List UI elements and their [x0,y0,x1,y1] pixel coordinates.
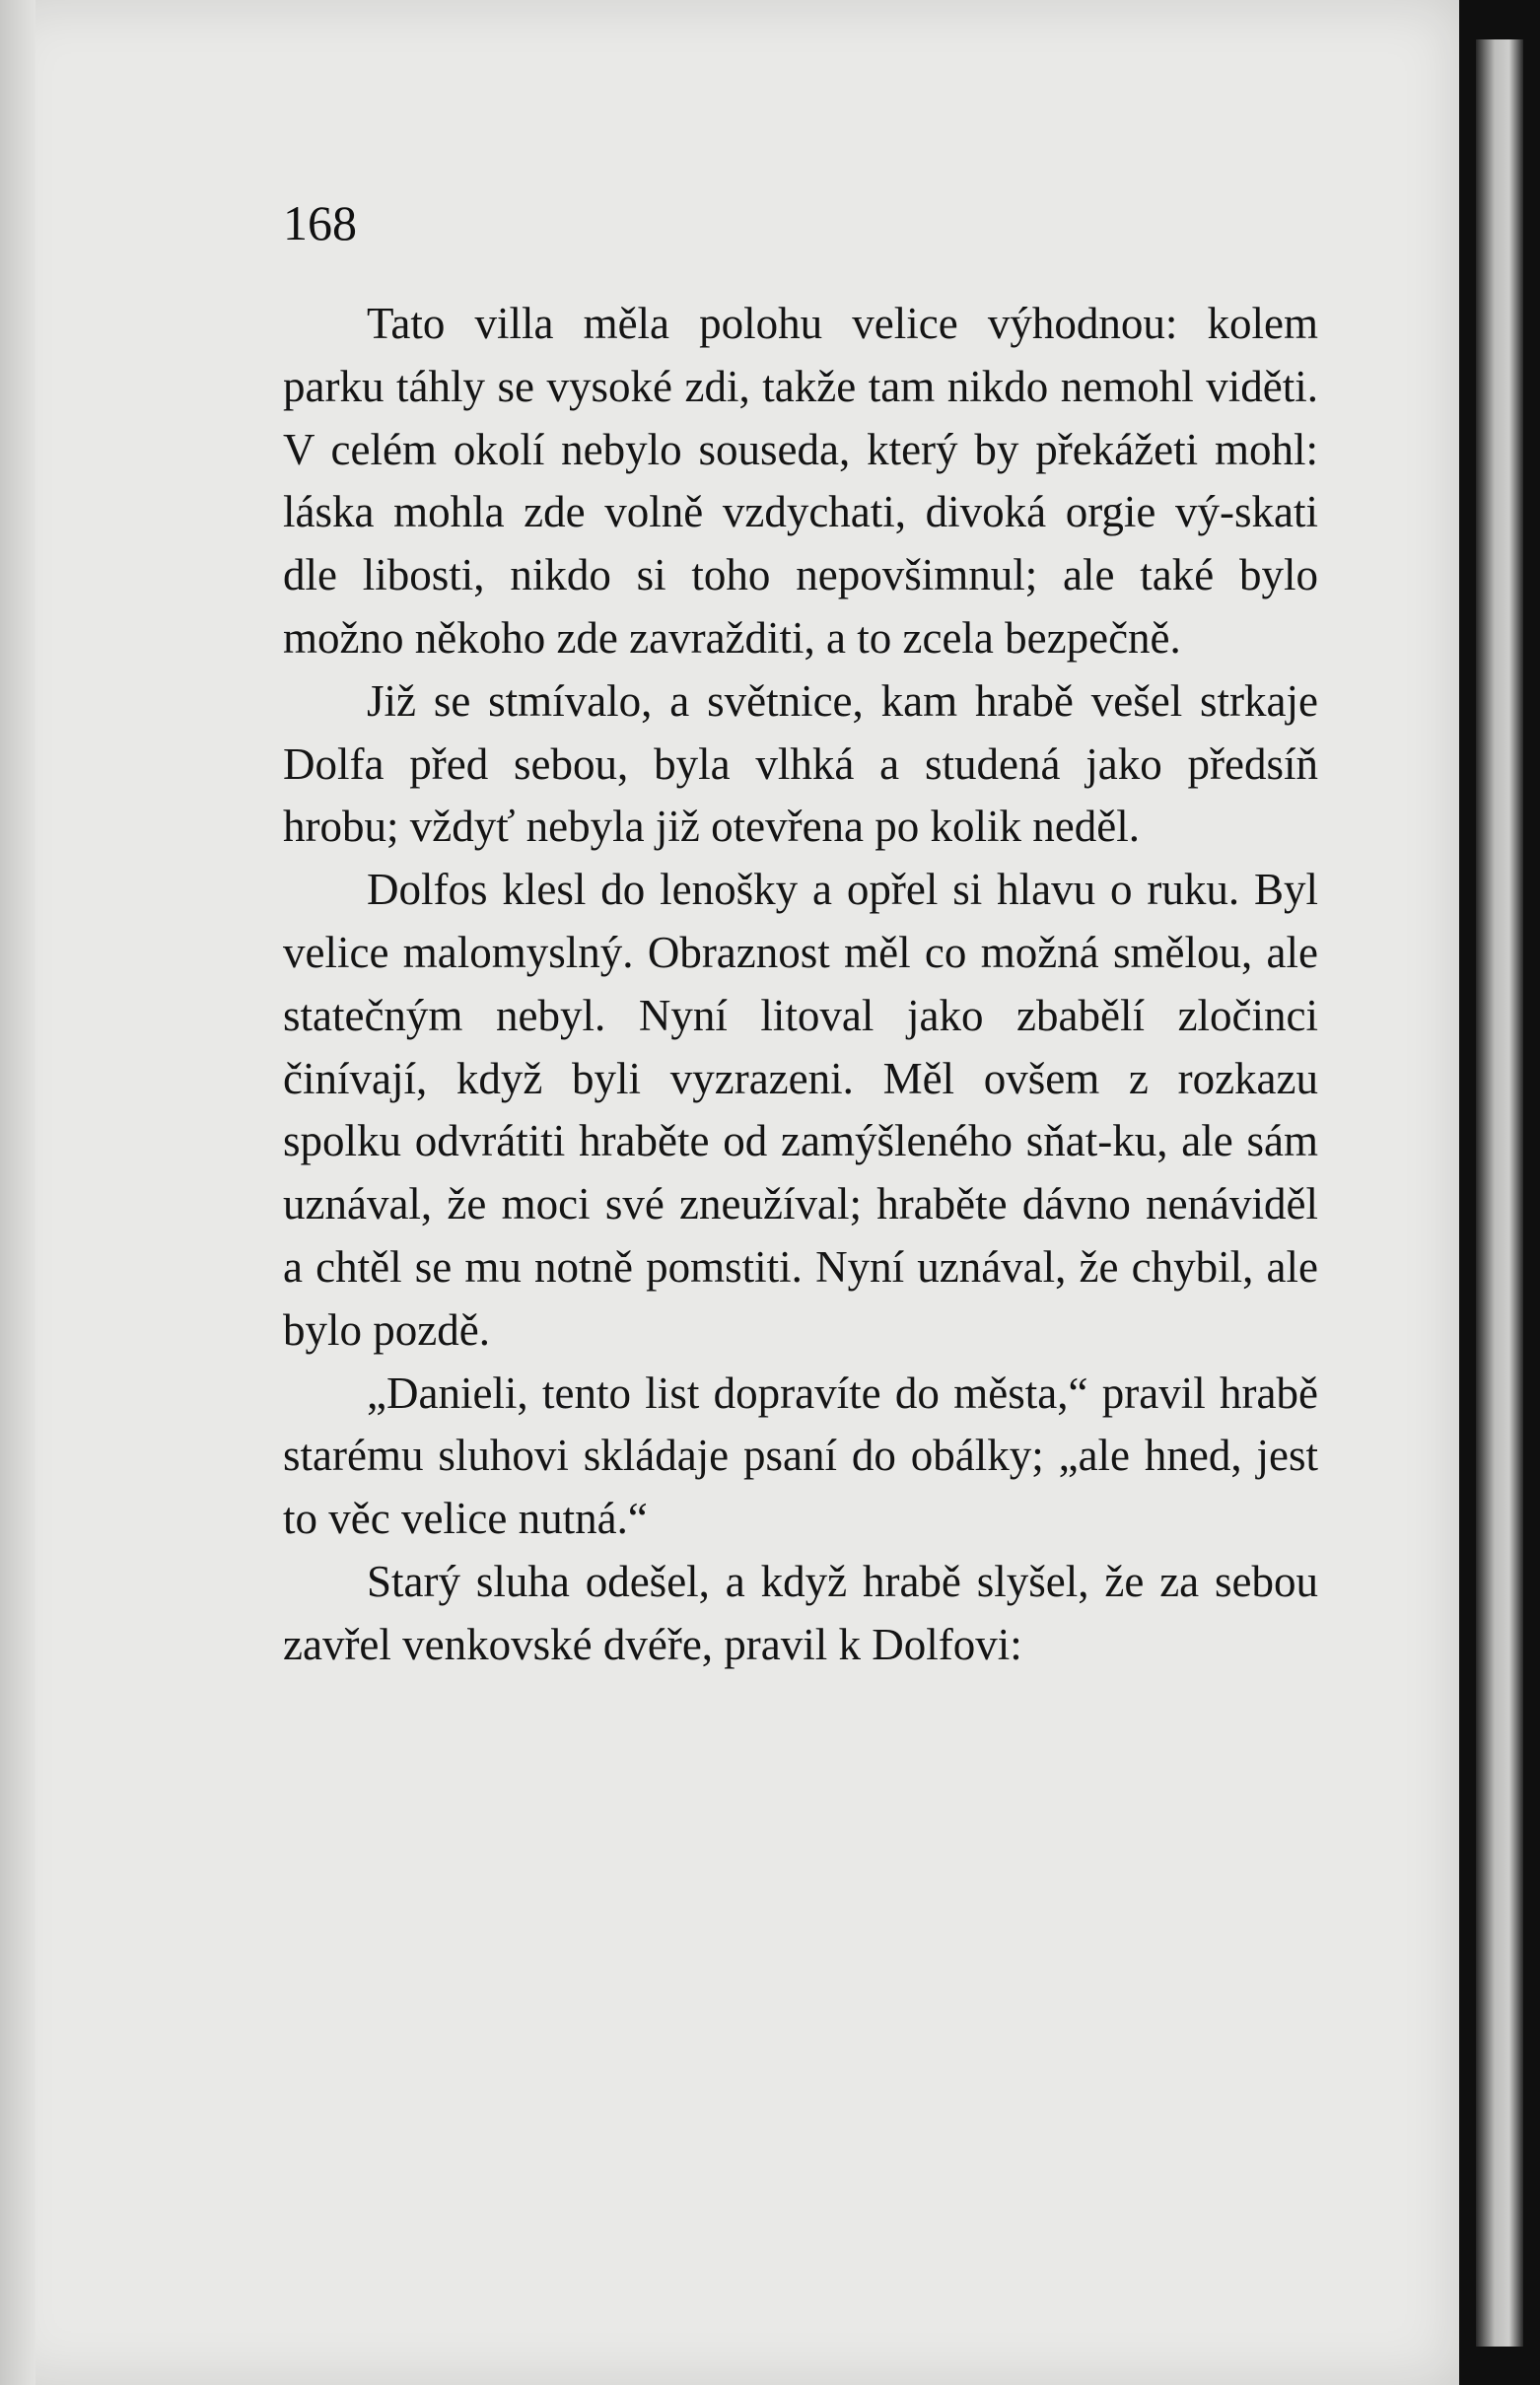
paragraph-3: Dolfos klesl do lenošky a opřel si hlavu o ruku. Byl velice malomyslný. Obraznost měl co možná smělou, ale statečným nebyl. Nyní litoval jako zbabělí zločinci činívají, když byli vyzrazeni. Měl ovšem z rozkazu spolku odvrátiti hraběte od zamýšleného sňat-ku, ale sám uznával, že moci své zneužíval; hraběte dávno nenáviděl a chtěl se mu notně pomstiti. Nyní uznával, že chybil, ale bylo pozdě. [283,865,1318,1355]
paragraph-2: Již se stmívalo, a světnice, kam hrabě vešel strkaje Dolfa před sebou, byla vlhká a studená jako předsíň hrobu; vždyť nebyla již otevřena po kolik neděl. [283,675,1318,852]
page-left-edge [0,0,35,2385]
paragraph-1: Tato villa měla polohu velice výhodnou: kolem parku táhly se vysoké zdi, takže tam nikdo nemohl viděti. V celém okolí nebylo souseda, který by překážeti mohl: láska mohla zde volně vzdychati, divoká orgie vý-skati dle libosti, nikdo si toho nepovšimnul; ale také bylo možno někoho zde zavražditi, a to zcela bezpečně. [283,299,1318,663]
paragraph-4: „Danieli, tento list dopravíte do města,“ pravil hrabě starému sluhovi skládaje psaní do obálky; „ale hned, jest to věc velice nutná.“ [283,1368,1318,1544]
page-number: 168 [283,195,357,250]
paragraph-5: Starý sluha odešel, a když hrabě slyšel, že za sebou zavřel venkovské dvéře, pravil k Dolfovi: [283,1556,1318,1669]
page-text [283,293,1318,1677]
next-page-edge [1476,39,1523,2347]
